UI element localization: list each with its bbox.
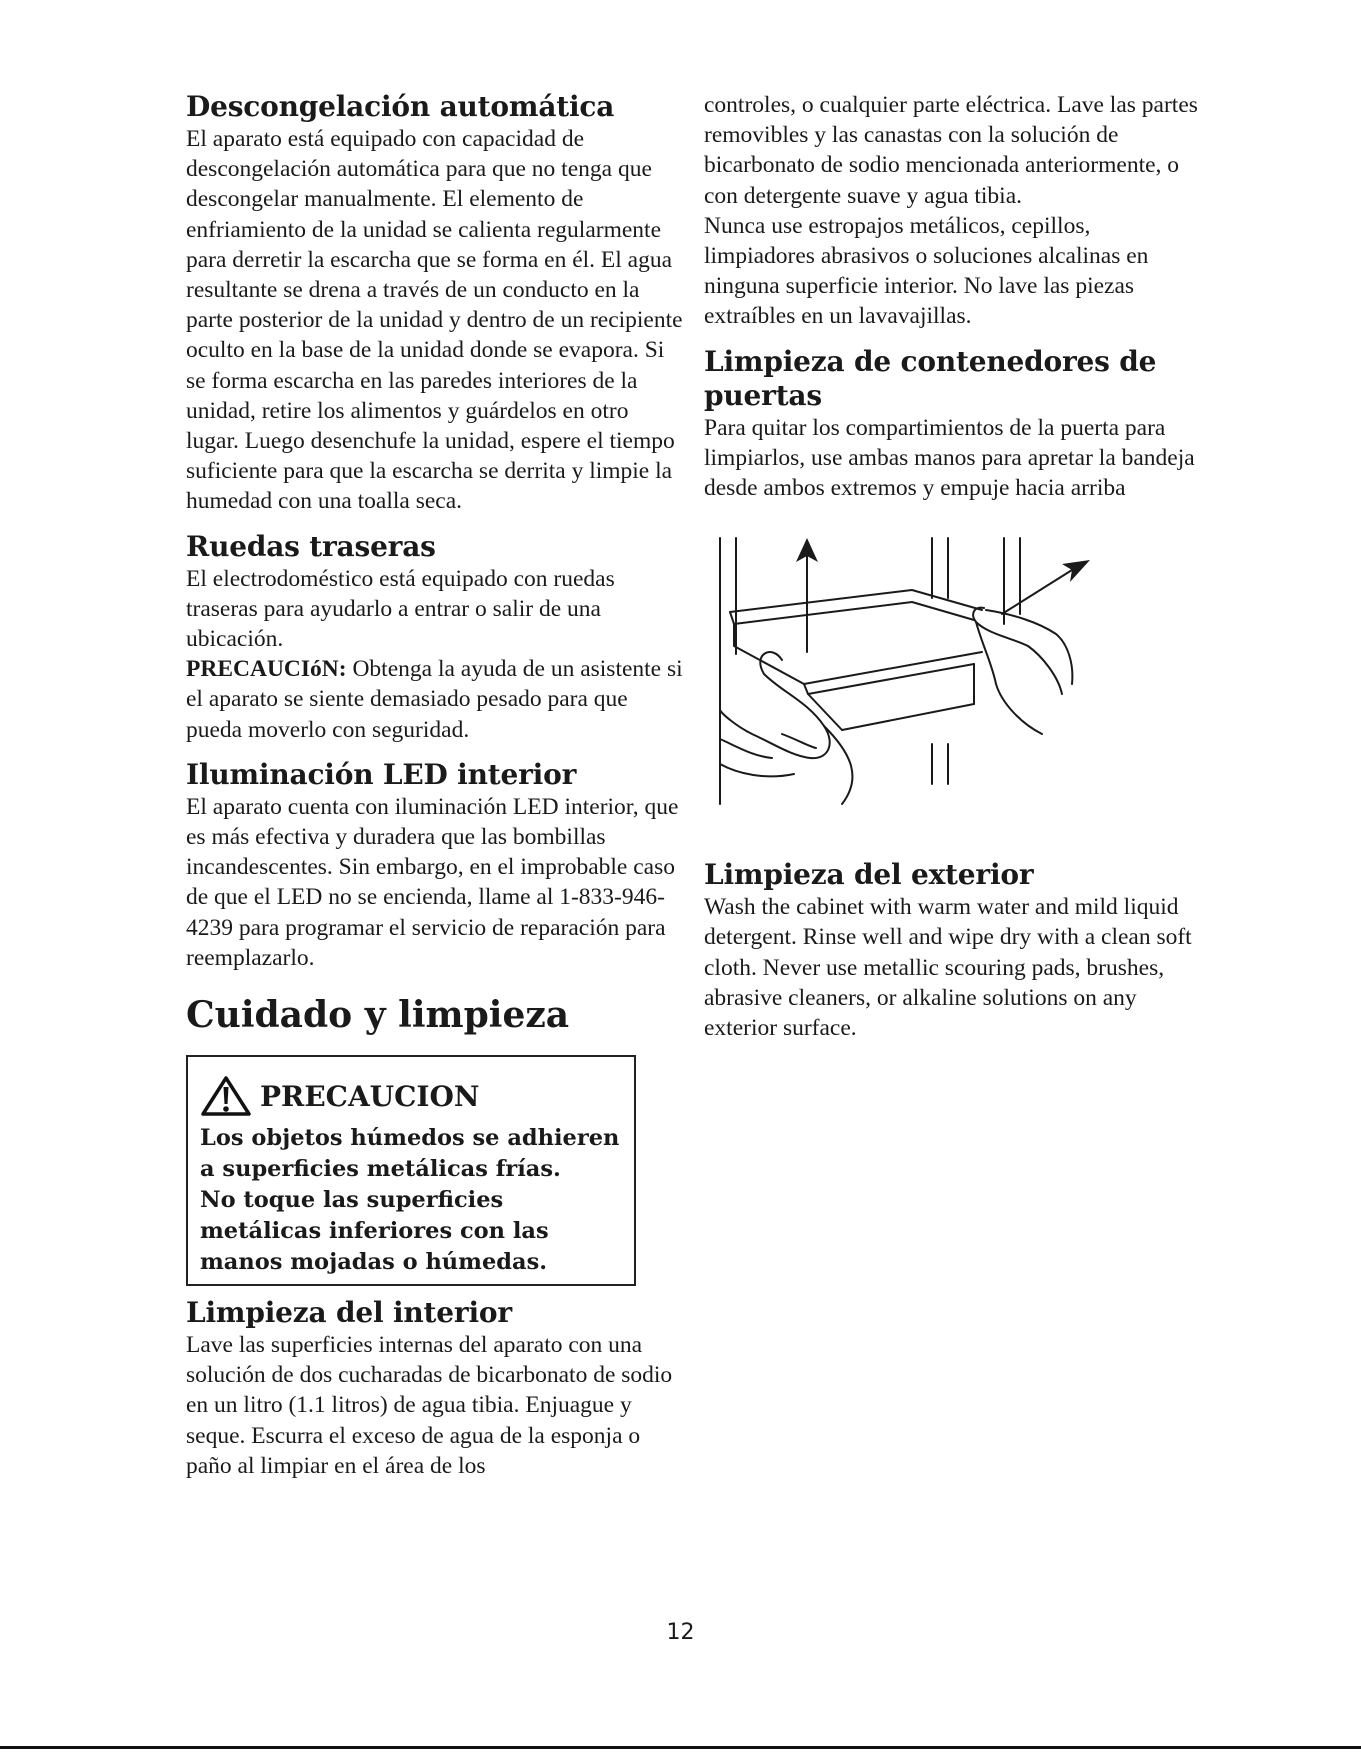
section-limpieza-exterior [704, 858, 1202, 1043]
left-column [186, 90, 686, 1494]
caution-box [186, 1055, 636, 1286]
section-led [186, 758, 686, 973]
section-limpieza-interior [186, 1296, 686, 1481]
door-bin-removal-illustration [712, 534, 1122, 824]
text-limpieza-interior: Lave las superficies internas del aparato con una solución de dos cucharadas de bicarbonato de sodio en un litro (1.1 litros) de agua tibia. Enjuague y seque. Escurra el exceso de agua de la esponja o paño al limpiar en el área de los [186, 1332, 673, 1479]
right-column [704, 90, 1202, 1056]
caution-header [200, 1075, 624, 1117]
caution-line-1: Los objetos húmedos se adhieren a superficies metálicas frías. [200, 1125, 620, 1183]
section-ruedas [186, 530, 686, 745]
text-limpieza-exterior: Wash the cabinet with warm water and mild liquid detergent. Rinse well and wipe dry with a clean soft cloth. Never use metallic scouring pads, brushes, abrasive cleaners, or alkaline solutions on any exterior surface. [704, 894, 1192, 1042]
text-descongelacion: El aparato está equipado con capacidad de descongelación automática para que no tenga que descongelar manualmente. El elemento de enfriamiento de la unidad se calienta regularmente para derretir la escarcha que se forma en él. El agua resultante se drena a través de un conducto en la parte posterior de la unidad y dentro de un recipiente oculto en la base de la unidad donde se evapora. Si se forma escarcha en las paredes interiores de la unidad, retire los alimentos y guárdelos en otro lugar. Luego desenchufe la unidad, espere el tiempo suficiente para que la escarcha se derrita y limpie la humedad con una toalla seca. [186, 126, 683, 515]
text-ruedas: El electrodoméstico está equipado con ruedas traseras para ayudarlo a entrar o salir de una ubicación. [186, 565, 615, 653]
heading-led: Iluminación LED interior [186, 757, 577, 791]
section-contenedores [704, 345, 1202, 504]
heading-limpieza-interior: Limpieza del interior [186, 1296, 512, 1330]
section-descongelacion [186, 90, 686, 517]
main-heading-cuidado: Cuidado y limpieza [186, 994, 570, 1037]
warning-triangle-icon [200, 1075, 252, 1117]
precaucion-ruedas [186, 654, 686, 745]
caution-title: PRECAUCION [260, 1079, 480, 1113]
text-continued: controles, o cualquier parte eléctrica. Lave las partes removibles y las canastas con la solución de bicarbonato de sodio mencionada anteriormente, o con detergente suave y agua tibia. [704, 92, 1198, 209]
precaucion-text: Obtenga la ayuda de un asistente si el aparato se siente demasiado pesado para que pueda moverlo con seguridad. [186, 656, 683, 743]
page-number: 12 [666, 1620, 695, 1645]
bottom-rule [0, 1746, 1361, 1749]
heading-contenedores: Limpieza de contenedores de puertas [704, 344, 1157, 412]
heading-descongelacion: Descongelación automática [186, 90, 615, 123]
text-nunca: Nunca use estropajos metálicos, cepillos, limpiadores abrasivos o soluciones alcalinas en ninguna superficie interior. No lave las piezas extraíbles en un lavavajillas. [704, 212, 1149, 330]
precaucion-label: PRECAUCIóN: [186, 656, 347, 683]
caution-line-2: No toque las superficies metálicas inferiores con las manos mojadas o húmedas. [200, 1187, 549, 1276]
heading-ruedas: Ruedas traseras [186, 529, 436, 563]
text-contenedores: Para quitar los compartimientos de la puerta para limpiarlos, use ambas manos para apretar la bandeja desde ambos extremos y empuje hacia arriba [704, 414, 1195, 502]
text-led: El aparato cuenta con iluminación LED interior, que es más efectiva y duradera que las bombillas incandescentes. Sin embargo, en el improbable caso de que el LED no se encienda, llame al 1-833-946-4239 para programar el servicio de reparación para reemplazarlo. [186, 793, 679, 971]
heading-limpieza-exterior: Limpieza del exterior [704, 858, 1034, 892]
